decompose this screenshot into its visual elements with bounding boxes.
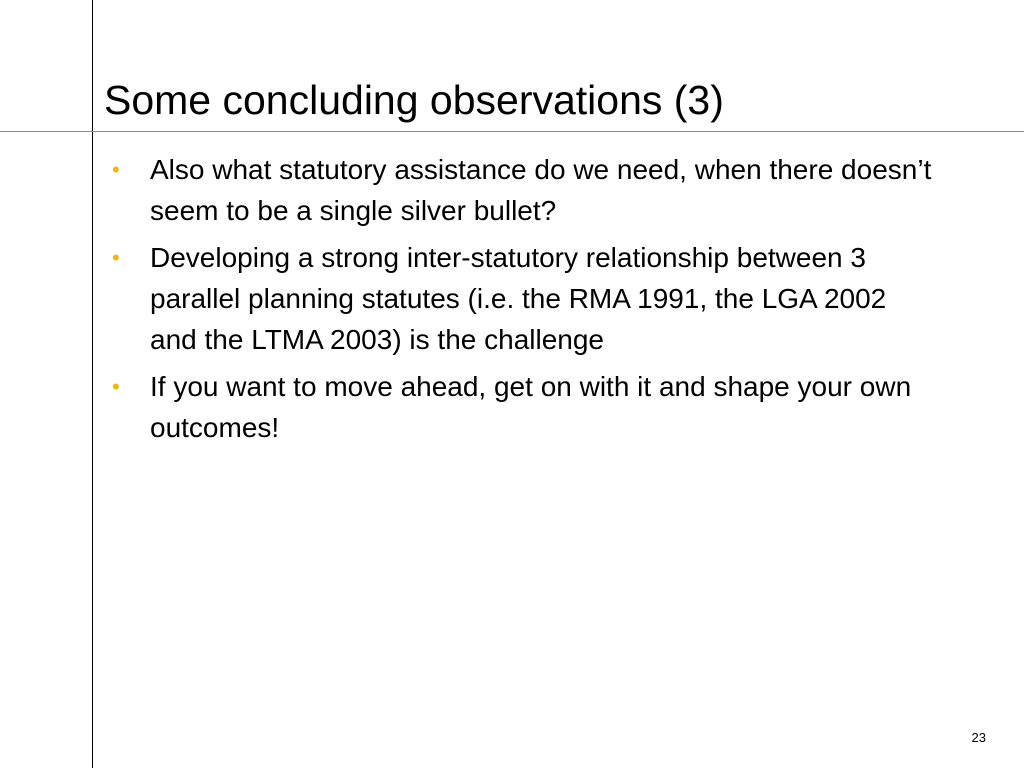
bullet-text: Also what statutory assistance do we need, when there doesn’t seem to be a single silver bullet? <box>150 154 932 226</box>
list-item <box>112 237 932 360</box>
bullet-list <box>112 149 932 454</box>
vertical-divider <box>92 0 93 768</box>
title-underline <box>0 131 1024 132</box>
page-number: 23 <box>971 730 986 745</box>
bullet-icon: • <box>112 374 120 399</box>
bullet-text: Developing a strong inter-statutory relationship between 3 parallel planning statutes (i.e. the RMA 1991, the LGA 2002 and the LTMA 2003) is the challenge <box>150 242 887 355</box>
list-item <box>112 366 932 448</box>
slide-title: Some concluding observations (3) <box>104 77 724 123</box>
list-item <box>112 149 932 231</box>
bullet-text: If you want to move ahead, get on with it and shape your own outcomes! <box>150 371 912 443</box>
bullet-icon: • <box>112 245 120 270</box>
bullet-icon: • <box>112 157 120 182</box>
